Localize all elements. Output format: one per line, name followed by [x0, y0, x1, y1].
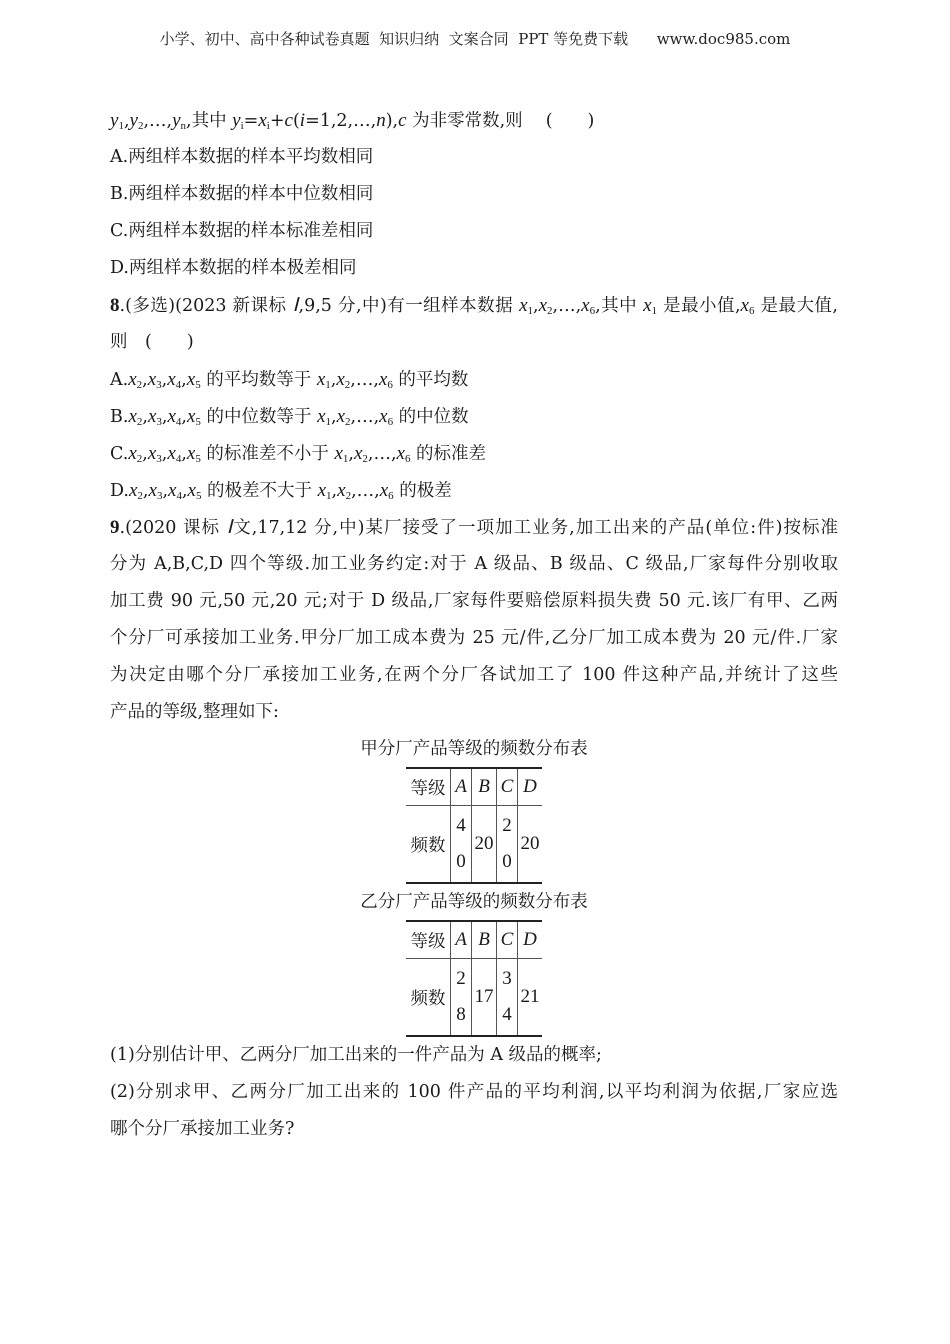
value-cell: 28: [451, 959, 472, 1037]
row-label: 频数: [410, 988, 446, 1009]
value-cell: 17: [472, 959, 497, 1037]
text-line: 分为 A,B,C,D 四个等级.加工业务约定:对于 A 级品、B 级品、C 级品,厂家每件分别收取: [110, 554, 838, 574]
grade-cell: D: [518, 921, 543, 959]
grade-cell: A: [451, 768, 472, 806]
value-cell: 20: [472, 806, 497, 884]
text-line: A.两组样本数据的样本平均数相同: [110, 147, 374, 167]
grade-cell: B: [472, 768, 497, 806]
text-line: (2)分别求甲、乙两分厂加工出来的 100 件产品的平均利润,以平均利润为依据,厂家应选: [110, 1082, 838, 1102]
value-cell: 21: [518, 959, 543, 1037]
text-line: 9.(2020 课标 Ⅰ文,17,12 分,中)某厂接受了一项加工业务,加工出来的产品(单位:件)按标准: [110, 517, 838, 538]
grade-cell: A: [451, 921, 472, 959]
text-line: 则 ( ): [110, 332, 194, 352]
text-line: $B.x_2,x_3,x_4,x_5$ 的中位数等于 $x_1,x_2,\dots,x_6$ 的中位数: [110, 406, 469, 428]
text-line: B.两组样本数据的样本中位数相同: [110, 184, 374, 204]
table-caption: 乙分厂产品等级的频数分布表: [360, 892, 588, 912]
value-cell: 20: [518, 806, 543, 884]
frequency-table: [406, 920, 542, 1037]
text-line: $D.x_2,x_3,x_4,x_5$ 的极差不大于 $x_1,x_2,\dots,x_6$ 的极差: [110, 480, 452, 502]
text-line: 8.(多选)(2023 新课标 Ⅰ,9,5 分,中)有一组样本数据 $x_1,x_2,\dots,x_6$,其中 $x_1$ 是最小值$,x_6$ 是最大值,: [110, 295, 838, 317]
grade-cell: D: [518, 768, 543, 806]
site-header: 小学、初中、高中各种试卷真题 知识归纳 文案合同 PPT 等免费下载 www.doc985.com: [159, 30, 791, 48]
table-caption: 甲分厂产品等级的频数分布表: [360, 739, 588, 759]
text-line: (1)分别估计甲、乙两分厂加工出来的一件产品为 A 级品的概率;: [110, 1045, 602, 1065]
value-cell: 20: [497, 806, 518, 884]
frequency-table: [406, 767, 542, 884]
table-yi: [110, 884, 838, 1037]
header-label: 等级: [406, 768, 451, 806]
value-cell: 40: [451, 806, 472, 884]
grade-cell: B: [472, 921, 497, 959]
grade-cell: C: [497, 921, 518, 959]
sub-questions: [110, 1037, 838, 1148]
value-cell: 34: [497, 959, 518, 1037]
text-line: $y_1,y_2,\dots,y_n$,其中 $y_i=x_i+c(i=1,2,\dots,n),c$ 为非零常数,则 ( ): [110, 110, 595, 132]
document-body: [110, 102, 838, 1148]
text-line: 为决定由哪个分厂承接加工业务,在两个分厂各试加工了 100 件这种产品,并统计了这些: [110, 665, 838, 685]
text-line: $A.x_2,x_3,x_4,x_5$ 的平均数等于 $x_1,x_2,\dots,x_6$ 的平均数: [110, 369, 469, 391]
text-line: 个分厂可承接加工业务.甲分厂加工成本费为 25 元/件,乙分厂加工成本费为 20 元/件.厂家: [110, 628, 838, 648]
header-label: 等级: [406, 921, 451, 959]
text-line: $C.x_2,x_3,x_4,x_5$ 的标准差不小于 $x_1,x_2,\dots,x_6$ 的标准差: [110, 443, 487, 465]
text-line: 产品的等级,整理如下:: [110, 702, 279, 722]
text-line: D.两组样本数据的样本极差相同: [110, 258, 357, 278]
table-jia: [110, 731, 838, 884]
question-text: [110, 102, 838, 731]
text-line: 加工费 90 元,50 元,20 元;对于 D 级品,厂家每件要赔偿原料损失费 50 元.该厂有甲、乙两: [110, 591, 838, 611]
grade-cell: C: [497, 768, 518, 806]
row-label: 频数: [410, 835, 446, 856]
text-line: C.两组样本数据的样本标准差相同: [110, 221, 374, 241]
text-line: 哪个分厂承接加工业务?: [110, 1119, 295, 1139]
